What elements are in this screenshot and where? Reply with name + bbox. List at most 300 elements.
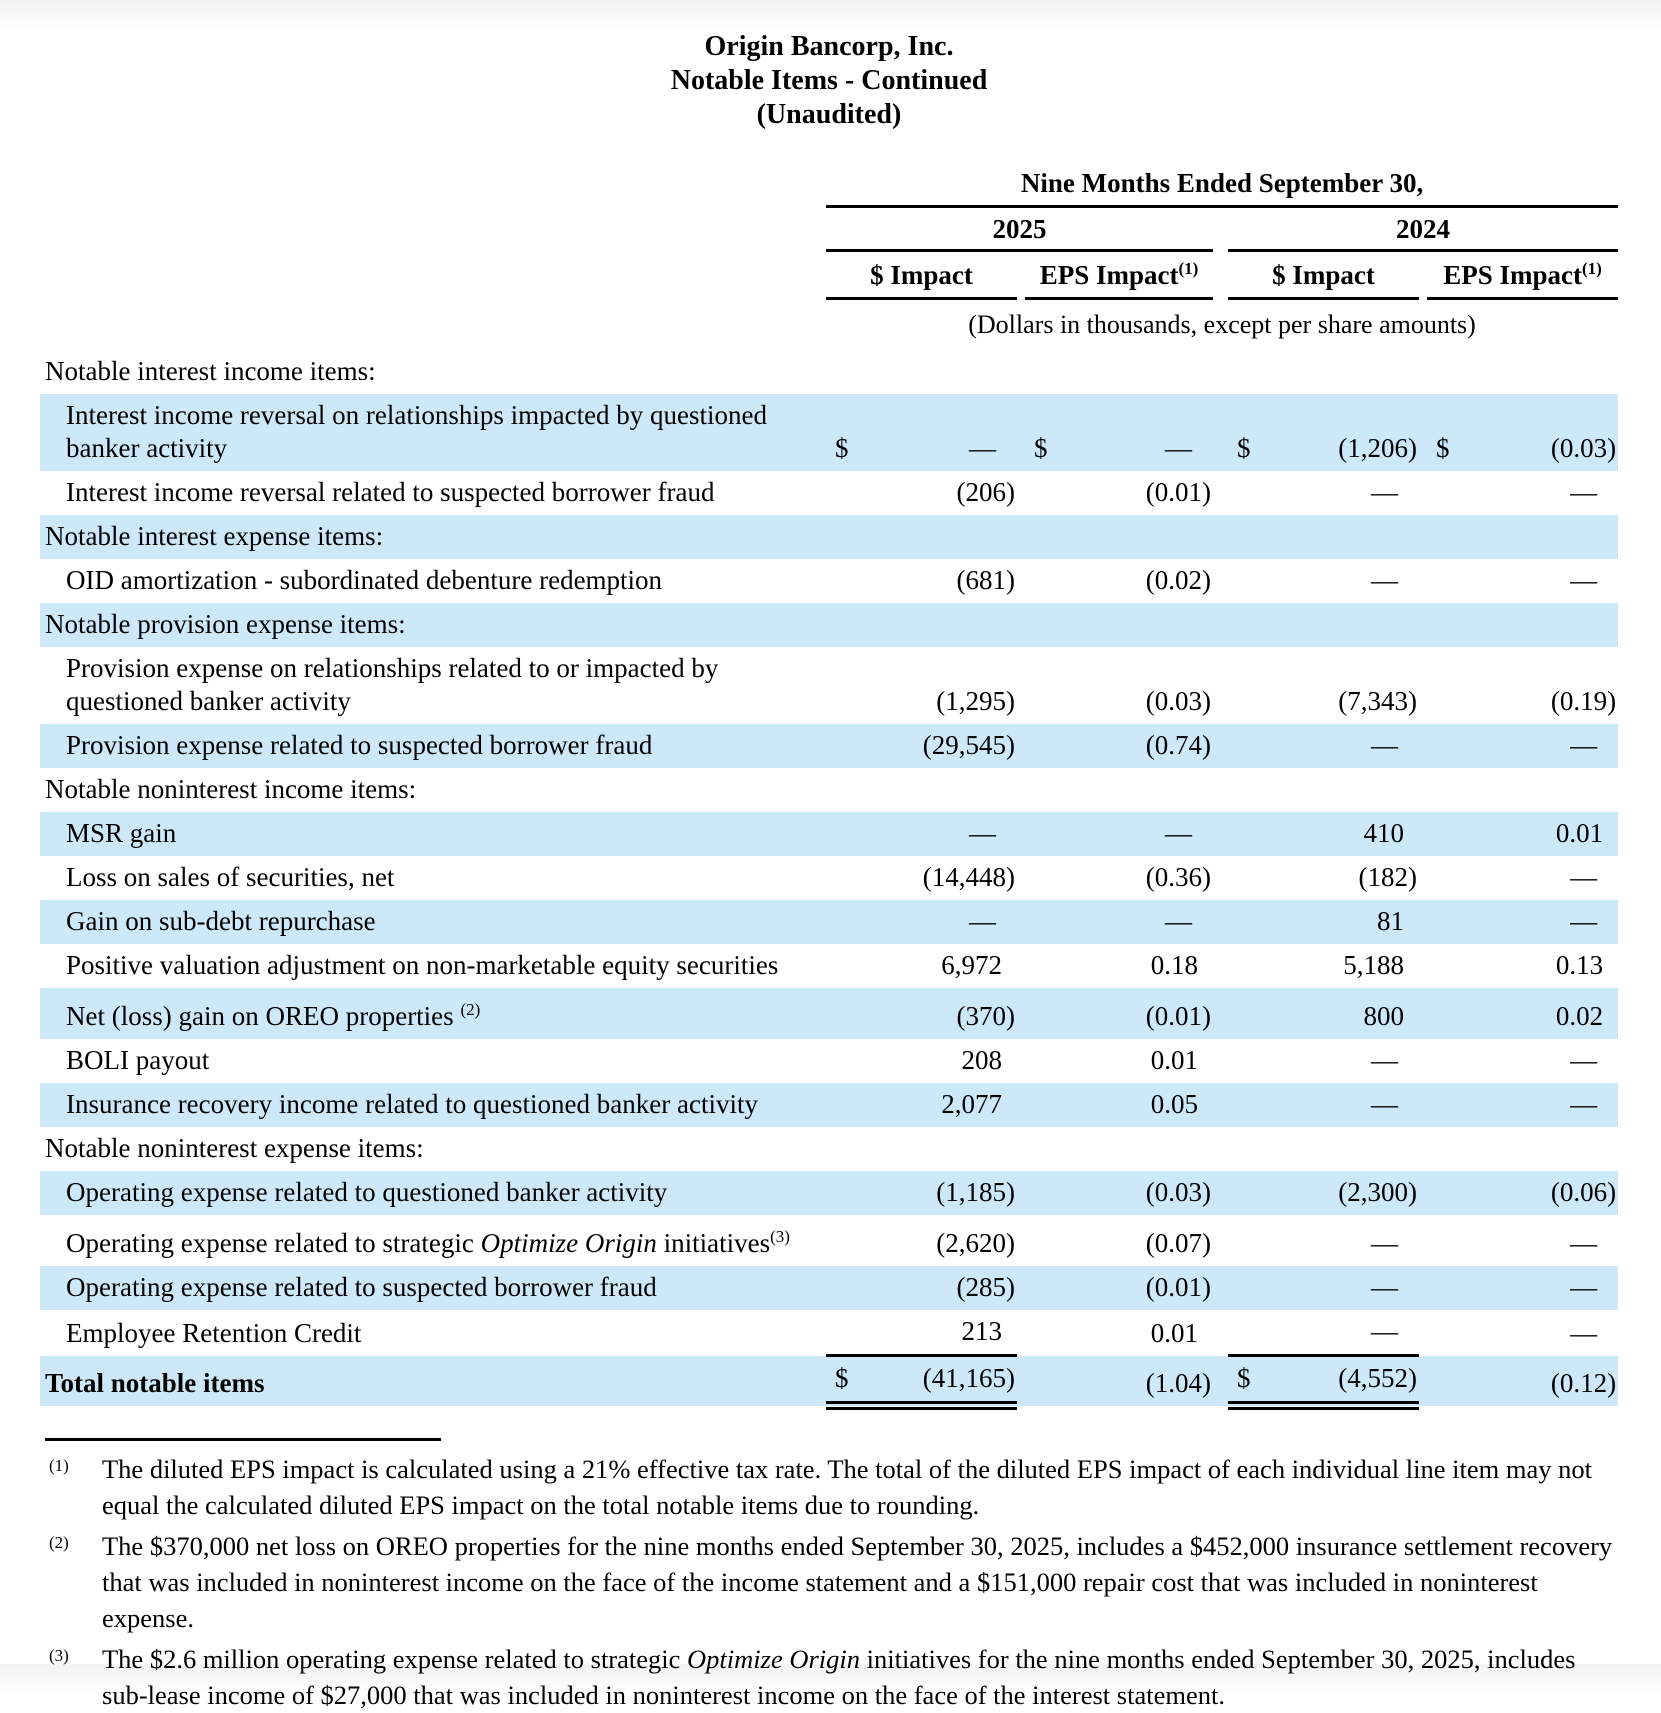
value-cell: (1,206) [1338, 433, 1417, 463]
column-gap [1419, 944, 1427, 988]
item-row [40, 900, 1618, 944]
currency-symbol: $ [1436, 433, 1450, 463]
value-cell: — [1371, 1316, 1398, 1346]
value-cell: — [1371, 565, 1398, 595]
value-cell: 0.18 [1150, 950, 1198, 980]
column-gap [1213, 1310, 1228, 1356]
value-cell: (0.74) [1145, 730, 1211, 760]
column-gap [1213, 1171, 1228, 1215]
column-gap [1213, 251, 1228, 299]
column-gap [1213, 812, 1228, 856]
column-gap [1419, 988, 1427, 1039]
currency-symbol [1228, 944, 1272, 988]
eps-impact-2025-header [1025, 251, 1213, 299]
currency-symbol [1427, 471, 1471, 515]
value-cell: — [1371, 730, 1398, 760]
value-cell: 0.13 [1555, 950, 1604, 980]
currency-symbol [1427, 988, 1471, 1039]
footnote-ref-1: (1) [1178, 259, 1199, 278]
label-text: Operating expense related to questioned banker activity [66, 1177, 668, 1207]
column-gap [1017, 724, 1025, 768]
column-gap [1419, 1310, 1427, 1356]
header-spacer [40, 251, 826, 299]
currency-symbol [1025, 856, 1069, 900]
item-row [40, 1310, 1618, 1356]
currency-symbol [826, 1171, 870, 1215]
value-cell: 0.02 [1555, 1001, 1604, 1031]
currency-symbol: $ [1237, 433, 1251, 463]
year-2025-header: 2025 [826, 207, 1213, 251]
currency-symbol [1228, 988, 1272, 1039]
currency-symbol: $ [1034, 433, 1048, 463]
item-row [40, 856, 1618, 900]
value-cell: (1,295) [936, 686, 1015, 716]
column-gap [1017, 251, 1025, 299]
eps-impact-2024-header [1427, 251, 1618, 299]
row-label [40, 394, 826, 471]
footnote-text [102, 1451, 1618, 1523]
footnote-text-segment: The diluted EPS impact is calculated using a 21% effective tax rate. The total of the diluted EPS impact of each individual line item may not equal the calculated diluted EPS impact on the total notable items due to rounding. [102, 1454, 1592, 1520]
row-label [40, 1127, 1618, 1171]
item-row [40, 988, 1618, 1039]
units-note-row [40, 299, 1618, 351]
currency-symbol [826, 1215, 870, 1266]
currency-symbol [1427, 1083, 1471, 1127]
row-label [40, 1215, 826, 1266]
value-cell: (14,448) [922, 862, 1015, 892]
value-cell: — [1570, 1272, 1598, 1302]
item-row [40, 471, 1618, 515]
column-gap [1213, 1266, 1228, 1310]
row-label [40, 559, 826, 603]
currency-symbol [1025, 724, 1069, 768]
value-cell: 208 [961, 1045, 1002, 1075]
period-header: Nine Months Ended September 30, [826, 168, 1618, 207]
value-cell: (681) [956, 565, 1015, 595]
column-gap [1017, 559, 1025, 603]
column-gap [1419, 1266, 1427, 1310]
row-label [40, 724, 826, 768]
label-text: Loss on sales of securities, net [66, 862, 395, 892]
currency-symbol [826, 647, 870, 724]
footnote-marker: (1) [49, 1456, 69, 1475]
value-cell: — [1371, 477, 1398, 507]
label-text: Positive valuation adjustment on non-marketable equity securities [66, 950, 779, 980]
label-text: initiatives [656, 1228, 771, 1258]
value-cell: — [1165, 818, 1192, 848]
value-cell: (206) [956, 477, 1015, 507]
currency-symbol [1427, 1171, 1471, 1215]
eps-impact-label: EPS Impact [1443, 260, 1583, 290]
currency-symbol [826, 900, 870, 944]
section-row [40, 768, 1618, 812]
value-cell: — [1165, 433, 1192, 463]
currency-symbol [826, 724, 870, 768]
footnote-ref: (3) [770, 1227, 790, 1246]
column-gap [1213, 1083, 1228, 1127]
currency-symbol [1427, 944, 1471, 988]
value-cell: — [1371, 1228, 1398, 1258]
currency-symbol [1025, 471, 1069, 515]
value-cell: (7,343) [1338, 686, 1417, 716]
currency-symbol [1228, 647, 1272, 724]
column-gap [1017, 900, 1025, 944]
label-text: Provision expense on relationships related to or impacted by [66, 653, 719, 683]
item-row [40, 812, 1618, 856]
row-label [40, 856, 826, 900]
row-label [40, 988, 826, 1039]
label-text: Notable interest expense items: [45, 521, 384, 551]
footnote [40, 1641, 1618, 1713]
value-cell: — [1570, 477, 1598, 507]
item-row [40, 1266, 1618, 1310]
table-body [40, 350, 1618, 1406]
label-text: Interest income reversal related to suspected borrower fraud [66, 477, 715, 507]
currency-symbol [1228, 1266, 1272, 1310]
dollar-impact-2025-header: $ Impact [826, 251, 1017, 299]
column-gap [1017, 1310, 1025, 1356]
value-cell: 213 [961, 1316, 1002, 1346]
currency-symbol [1228, 724, 1272, 768]
currency-symbol [1228, 1215, 1272, 1266]
value-cell: — [1570, 862, 1598, 892]
column-gap [1419, 1171, 1427, 1215]
value-cell: (0.07) [1145, 1228, 1211, 1258]
footnote-ref: (2) [460, 1000, 481, 1019]
column-gap [1017, 988, 1025, 1039]
column-gap [1419, 856, 1427, 900]
document-subtitle: Notable Items - Continued [670, 65, 988, 96]
column-gap [1419, 1356, 1427, 1406]
label-text: Operating expense related to suspected borrower fraud [66, 1272, 657, 1302]
currency-symbol [1228, 559, 1272, 603]
value-cell: (0.19) [1550, 686, 1617, 716]
currency-symbol [1427, 856, 1471, 900]
currency-symbol: $ [1228, 1356, 1272, 1406]
column-gap [1213, 559, 1228, 603]
value-cell: — [969, 433, 996, 463]
audit-status: (Unaudited) [756, 99, 902, 130]
currency-symbol [1025, 1310, 1069, 1356]
value-cell: (2,300) [1338, 1177, 1417, 1207]
column-gap [1419, 251, 1427, 299]
currency-symbol [1025, 559, 1069, 603]
label-text: Gain on sub-debt repurchase [66, 906, 376, 936]
value-cell: (0.01) [1145, 477, 1211, 507]
column-gap [1017, 1356, 1025, 1406]
row-label [40, 647, 826, 724]
row-label [40, 603, 1618, 647]
label-text: Notable noninterest expense items: [45, 1133, 424, 1163]
value-cell: 800 [1363, 1001, 1404, 1031]
column-gap [1213, 394, 1228, 471]
column-gap [1017, 856, 1025, 900]
item-row [40, 1083, 1618, 1127]
column-gap [1017, 471, 1025, 515]
currency-symbol [1228, 900, 1272, 944]
column-gap [1017, 394, 1025, 471]
currency-symbol [826, 812, 870, 856]
value-cell: (1,185) [936, 1177, 1015, 1207]
label-text: MSR gain [66, 818, 177, 848]
footnote-marker: (3) [49, 1646, 69, 1665]
item-row [40, 559, 1618, 603]
section-row [40, 515, 1618, 559]
footnote-marker: (2) [49, 1533, 69, 1552]
header-spacer [40, 168, 826, 207]
label-text: banker activity [66, 433, 228, 463]
value-cell: (182) [1358, 862, 1417, 892]
column-gap [1419, 559, 1427, 603]
value-cell: (0.36) [1145, 862, 1211, 892]
units-note: (Dollars in thousands, except per share amounts) [968, 310, 1476, 339]
column-gap [1017, 1215, 1025, 1266]
item-row [40, 944, 1618, 988]
column-gap [1419, 394, 1427, 471]
column-gap [1017, 1083, 1025, 1127]
item-row [40, 1215, 1618, 1266]
value-cell: (1.04) [1145, 1367, 1211, 1398]
value-cell: (0.03) [1145, 686, 1211, 716]
row-label [40, 944, 826, 988]
value-cell: (0.06) [1550, 1177, 1617, 1207]
currency-symbol [1025, 1215, 1069, 1266]
header-spacer [40, 207, 826, 251]
column-gap [1213, 856, 1228, 900]
value-cell: (2,620) [936, 1228, 1015, 1258]
currency-symbol [826, 1083, 870, 1127]
label-text: Total notable items [45, 1367, 265, 1398]
label-text: Notable interest income items: [45, 356, 376, 386]
currency-symbol [1025, 1171, 1069, 1215]
section-row [40, 1127, 1618, 1171]
value-cell: — [1371, 1045, 1398, 1075]
column-gap [1419, 471, 1427, 515]
row-label [40, 471, 826, 515]
row-label [40, 350, 1618, 394]
label-text: Interest income reversal on relationships impacted by questioned [66, 400, 768, 430]
footnote-text-segment: Optimize Origin [687, 1644, 861, 1674]
item-row [40, 1039, 1618, 1083]
column-gap [1213, 724, 1228, 768]
value-cell: (4,552) [1272, 1356, 1419, 1406]
value-cell: 81 [1377, 906, 1404, 936]
column-gap [1419, 1083, 1427, 1127]
column-gap [1213, 207, 1228, 251]
value-cell: — [1165, 906, 1192, 936]
currency-symbol [1228, 1171, 1272, 1215]
currency-symbol [1427, 1039, 1471, 1083]
currency-symbol [1228, 812, 1272, 856]
currency-symbol: $ [835, 433, 849, 463]
value-cell: (285) [956, 1272, 1015, 1302]
column-gap [1213, 944, 1228, 988]
currency-symbol [1427, 1215, 1471, 1266]
column-gap [1017, 1266, 1025, 1310]
row-label [40, 515, 1618, 559]
currency-symbol [826, 988, 870, 1039]
value-cell: 5,188 [1343, 950, 1404, 980]
value-cell: 0.01 [1150, 1045, 1198, 1075]
label-text: questioned banker activity [66, 686, 351, 716]
footnote-ref-1: (1) [1582, 259, 1602, 278]
row-label [40, 1083, 826, 1127]
currency-symbol [1025, 1039, 1069, 1083]
column-gap [1213, 1356, 1228, 1406]
period-header-row [40, 168, 1618, 207]
currency-symbol [1228, 1083, 1272, 1127]
item-row [40, 1171, 1618, 1215]
currency-symbol [1025, 1083, 1069, 1127]
item-row [40, 724, 1618, 768]
year-header-row [40, 207, 1618, 251]
column-gap [1419, 1039, 1427, 1083]
label-text: Employee Retention Credit [66, 1317, 362, 1348]
label-text: OID amortization - subordinated debenture redemption [66, 565, 663, 595]
footnote-divider [45, 1438, 441, 1441]
value-cell: (0.12) [1550, 1367, 1617, 1398]
currency-symbol [1427, 812, 1471, 856]
value-cell: — [1570, 1045, 1598, 1075]
currency-symbol [1427, 1310, 1471, 1356]
value-cell: — [1570, 565, 1598, 595]
currency-symbol [1228, 1310, 1272, 1356]
value-cell: (0.02) [1145, 565, 1211, 595]
value-cell: (370) [956, 1001, 1015, 1031]
year-2024-header: 2024 [1228, 207, 1618, 251]
currency-symbol [1228, 856, 1272, 900]
currency-symbol [826, 559, 870, 603]
footnote-text-segment: The $370,000 net loss on OREO properties for the nine months ended September 30, 2025, includes a $452,000 insurance settlement recovery that was included in noninterest income on the face of the income statement and a $151,000 repair cost that was included in noninterest expense. [102, 1531, 1613, 1633]
column-gap [1213, 647, 1228, 724]
label-text: BOLI payout [66, 1045, 210, 1075]
currency-symbol [1427, 1356, 1471, 1406]
currency-symbol [1228, 1039, 1272, 1083]
column-gap [1419, 812, 1427, 856]
value-cell: — [1371, 1089, 1398, 1119]
label-text: Notable noninterest income items: [45, 774, 417, 804]
column-gap [1017, 944, 1025, 988]
section-row [40, 350, 1618, 394]
table-header [40, 168, 1618, 350]
column-gap [1419, 1215, 1427, 1266]
value-cell: — [969, 906, 996, 936]
total-row [40, 1356, 1618, 1406]
currency-symbol [1427, 647, 1471, 724]
currency-symbol [826, 944, 870, 988]
column-gap [1419, 647, 1427, 724]
row-label [40, 1266, 826, 1310]
currency-symbol [1427, 900, 1471, 944]
footnote-text [102, 1528, 1618, 1636]
company-name: Origin Bancorp, Inc. [704, 31, 954, 62]
value-cell: (0.01) [1145, 1272, 1211, 1302]
currency-symbol [1427, 559, 1471, 603]
row-label [40, 1039, 826, 1083]
currency-symbol [1427, 724, 1471, 768]
footnotes-section [40, 1451, 1618, 1713]
footnote-text-segment: The $2.6 million operating expense related to strategic [102, 1644, 688, 1674]
value-cell: — [1371, 1272, 1398, 1302]
row-label [40, 768, 1618, 812]
value-cell: — [1570, 906, 1598, 936]
currency-symbol [1427, 1266, 1471, 1310]
value-cell: 410 [1363, 818, 1404, 848]
column-gap [1017, 647, 1025, 724]
row-label [40, 1356, 826, 1406]
currency-symbol [826, 471, 870, 515]
header-spacer [40, 299, 826, 351]
value-cell: (0.01) [1145, 1001, 1211, 1031]
value-cell: 0.01 [1555, 818, 1604, 848]
value-cell: — [1570, 730, 1598, 760]
column-gap [1213, 988, 1228, 1039]
value-cell: 2,077 [941, 1089, 1002, 1119]
item-row [40, 647, 1618, 724]
currency-symbol [1025, 1266, 1069, 1310]
item-row [40, 394, 1618, 471]
value-cell: — [969, 818, 996, 848]
column-gap [1213, 1215, 1228, 1266]
currency-symbol [1025, 944, 1069, 988]
value-cell: (0.03) [1550, 433, 1617, 463]
row-label [40, 900, 826, 944]
value-cell: — [1570, 1228, 1598, 1258]
section-row [40, 603, 1618, 647]
footnote-text-segment: initiatives for the nine months ended September 30, 2025, includes sub-lease income of $27,000 that was included in noninterest income on the face of the interest statement. [102, 1644, 1576, 1710]
currency-symbol [826, 856, 870, 900]
value-cell: — [1570, 1089, 1598, 1119]
label-text: Provision expense related to suspected borrower fraud [66, 730, 653, 760]
document-title-block [40, 30, 1618, 132]
column-gap [1213, 900, 1228, 944]
eps-impact-label: EPS Impact [1039, 260, 1179, 290]
currency-symbol [1025, 1356, 1069, 1406]
value-cell: (41,165) [870, 1356, 1017, 1406]
label-text: Notable provision expense items: [45, 609, 406, 639]
currency-symbol [1228, 471, 1272, 515]
row-label [40, 1310, 826, 1356]
value-cell: — [1570, 1317, 1598, 1348]
currency-symbol [826, 1266, 870, 1310]
column-header-row [40, 251, 1618, 299]
label-text: Net (loss) gain on OREO properties [66, 1001, 461, 1031]
row-label [40, 1171, 826, 1215]
currency-symbol [1025, 812, 1069, 856]
currency-symbol [1025, 988, 1069, 1039]
footnote [40, 1451, 1618, 1523]
currency-symbol [826, 1310, 870, 1356]
currency-symbol [1025, 900, 1069, 944]
footnote-text [102, 1641, 1618, 1713]
currency-symbol [826, 1039, 870, 1083]
footnote [40, 1528, 1618, 1636]
dollar-impact-2024-header: $ Impact [1228, 251, 1419, 299]
currency-symbol [1025, 647, 1069, 724]
notable-items-table [40, 168, 1618, 1410]
value-cell: 0.05 [1150, 1089, 1198, 1119]
row-label [40, 812, 826, 856]
column-gap [1213, 471, 1228, 515]
column-gap [1017, 812, 1025, 856]
column-gap [1017, 1171, 1025, 1215]
column-gap [1213, 1039, 1228, 1083]
value-cell: (29,545) [922, 730, 1015, 760]
value-cell: (0.03) [1145, 1177, 1211, 1207]
column-gap [1017, 1039, 1025, 1083]
column-gap [1419, 900, 1427, 944]
value-cell: 6,972 [941, 950, 1002, 980]
